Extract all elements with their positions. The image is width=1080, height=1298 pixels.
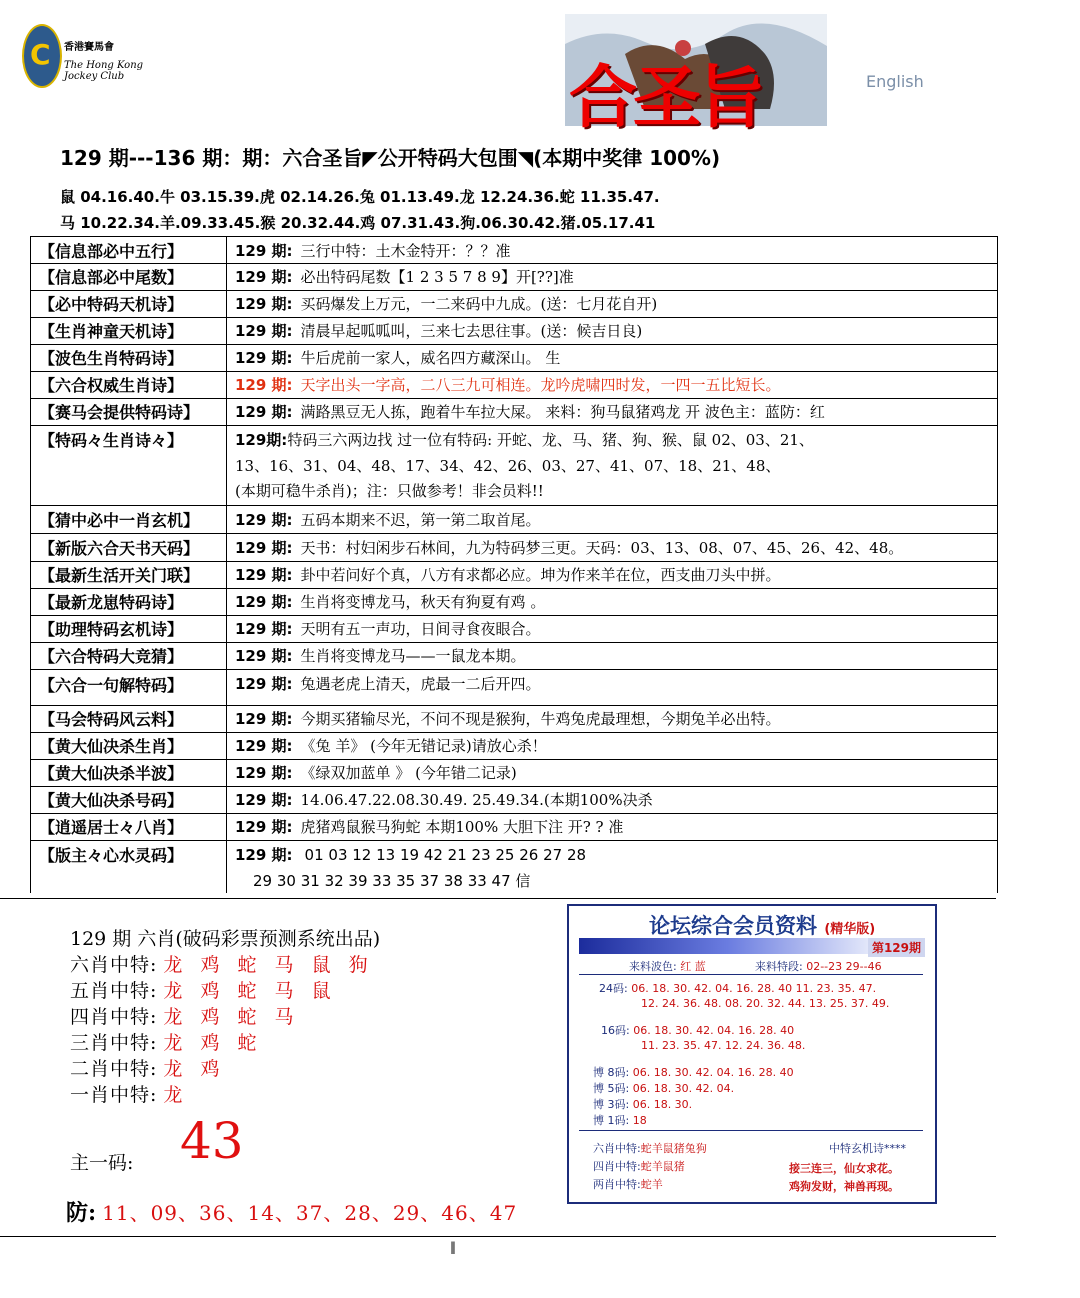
row-label: 【六合权威生肖诗】 xyxy=(31,371,227,398)
row-value xyxy=(235,588,997,615)
row-value xyxy=(235,263,997,290)
page-end-line xyxy=(0,1236,996,1237)
row-period: 129 期: xyxy=(235,349,293,367)
row-text: 满路黑豆无人拣，跑着牛车拉大屎。 来料：狗马鼠猪鸡龙 开 波色主：蓝防：红 xyxy=(300,403,825,421)
fang-line xyxy=(66,1196,517,1227)
six-xiao-heading: 129 期 六肖(破码彩票预测系统出品) xyxy=(70,928,381,950)
row-value xyxy=(235,615,997,642)
table-row xyxy=(31,813,997,841)
xiao-line xyxy=(70,1028,263,1055)
row-text: 《绿双加蓝单 》 (今年错二记录) xyxy=(300,764,517,782)
row-label: 【最新龙崽特码诗】 xyxy=(31,588,227,615)
row-label: 【最新生活开关门联】 xyxy=(31,561,227,588)
row-continuation: 29 30 31 32 39 33 35 37 38 33 47 信 xyxy=(253,872,531,890)
row-value xyxy=(235,371,997,398)
page-headline: 129 期---136 期：期：六合圣旨◤公开特码大包围◥(本期中奖律 100%) xyxy=(60,146,721,170)
card-teduan xyxy=(755,958,882,974)
zodiac-line-2: 马 10.22.34.羊.09.33.45.猴 20.32.44.鸡 07.31.43.狗.06.30.42.猪.05.17.41 xyxy=(60,214,656,232)
teduan-label: 来料特段: xyxy=(755,960,803,973)
table-row xyxy=(31,732,997,760)
m24-a: 06. 18. 30. 42. 04. 16. 28. 40 11. 23. 35. 47. xyxy=(631,982,877,995)
row-text: 14.06.47.22.08.30.49. 25.49.34.(本期100%决杀 xyxy=(300,791,653,809)
jockey-club-logo xyxy=(22,24,172,94)
row-label: 【赛马会提供特码诗】 xyxy=(31,398,227,425)
row-value xyxy=(235,290,997,317)
l4-label: 四肖中特: xyxy=(593,1160,641,1173)
row-period: 129 期: xyxy=(235,593,293,611)
row-text: 三行中特：土木金特开：？？准 xyxy=(300,241,511,260)
card-16ma-2 xyxy=(641,1039,805,1052)
row-period: 129 期: xyxy=(235,322,293,340)
row-label: 【六合一句解特码】 xyxy=(31,669,227,705)
row-value xyxy=(235,429,814,450)
m24-b: 12. 24. 36. 48. 08. 20. 32. 44. 13. 25. 37. 49. xyxy=(641,997,890,1010)
xiao-line xyxy=(70,1080,188,1107)
english-link[interactable]: English xyxy=(866,72,924,91)
l2-label: 两肖中特: xyxy=(593,1178,641,1191)
row-period: 129 期: xyxy=(235,620,293,638)
row-text: 五码本期来不迟，第一第二取首尾。 xyxy=(300,510,541,529)
row-period: 129 期: xyxy=(235,295,293,313)
zodiac-line-1: 鼠 04.16.40.牛 03.15.39.虎 02.14.26.兔 01.13.49.龙 12.24.36.蛇 11.35.47. xyxy=(60,188,660,206)
row-text: 兔遇老虎上清天，虎最一二后开四。 xyxy=(300,675,541,693)
club-badge-icon xyxy=(22,24,62,88)
table-row xyxy=(31,786,997,814)
row-value xyxy=(235,317,997,344)
card-divider xyxy=(579,1130,923,1131)
table-row xyxy=(31,669,997,706)
prediction-table xyxy=(30,236,998,893)
row-label: 【六合特码大竞猜】 xyxy=(31,642,227,669)
end-mark: ‖ xyxy=(450,1240,456,1254)
section-divider xyxy=(0,898,996,899)
m16-a: 06. 18. 30. 42. 04. 16. 28. 40 xyxy=(633,1024,795,1037)
xiao-zodiac: 龙 鸡 蛇 马 xyxy=(163,1006,300,1028)
xiao-label: 三肖中特: xyxy=(70,1032,158,1054)
row-label: 【黄大仙决杀生肖】 xyxy=(31,732,227,759)
l6-label: 六肖中特: xyxy=(593,1142,641,1155)
fang-label: 防: xyxy=(66,1200,97,1226)
card-bo3 xyxy=(593,1096,692,1112)
table-row xyxy=(31,398,997,426)
row-value xyxy=(235,844,586,865)
row-text: 天书：村妇闲步石林间，九为特码梦三更。天码：03、13、08、07、45、26、42、48。 xyxy=(300,538,904,557)
row-value xyxy=(235,759,997,786)
card-bo8 xyxy=(593,1064,794,1080)
l4-value: 蛇羊鼠猪 xyxy=(640,1160,685,1173)
row-text: 天明有五一声功，日间寻食夜眼合。 xyxy=(300,620,541,638)
row-text: 生肖将变博龙马，秋天有狗夏有鸡 。 xyxy=(300,593,546,611)
row-text: 01 03 12 13 19 42 21 23 25 26 27 28 xyxy=(304,846,587,864)
card-poem-2 xyxy=(789,1178,899,1194)
row-period: 129 期: xyxy=(235,268,293,286)
xiao-zodiac: 龙 鸡 蛇 马 鼠 狗 xyxy=(163,954,374,976)
logo-en-text: The Hong Kong Jockey Club xyxy=(64,60,144,82)
row-period: 129 期: xyxy=(235,647,293,665)
row-label: 【特码々生肖诗々】 xyxy=(31,425,227,505)
row-text: 牛后虎前一家人，威名四方藏深山。 生 xyxy=(300,349,561,367)
table-row xyxy=(31,759,997,787)
row-value xyxy=(235,344,997,371)
row-period: 129 期: xyxy=(235,846,293,864)
main-number-label: 主一码: xyxy=(70,1152,134,1174)
row-period: 129 期: xyxy=(235,241,293,260)
b5-value: 06. 18. 30. 42. 04. xyxy=(632,1082,735,1095)
row-period: 129 期: xyxy=(235,710,293,728)
row-text: 特码三六两边找 过一位有特码: 开蛇、龙、马、猪、狗、猴、鼠 02、03、21、 xyxy=(287,431,814,449)
row-period: 129 期: xyxy=(235,403,293,421)
card-title-text: 论坛综合会员资料 xyxy=(649,914,817,938)
table-row xyxy=(31,425,997,506)
m16-b: 11. 23. 35. 47. 12. 24. 36. 48. xyxy=(641,1039,806,1052)
xiao-zodiac: 龙 xyxy=(163,1084,189,1106)
row-label: 【新版六合天书天码】 xyxy=(31,533,227,561)
banner-image xyxy=(565,14,827,138)
table-row xyxy=(31,263,997,291)
banner-title: 合圣旨 xyxy=(569,59,762,138)
b3-label: 博 3码: xyxy=(593,1098,630,1111)
card-title-tag: (精华版) xyxy=(824,922,876,937)
table-row xyxy=(31,642,997,670)
b3-value: 06. 18. 30. xyxy=(632,1098,693,1111)
xiao-line xyxy=(70,1054,225,1081)
table-row xyxy=(31,561,997,589)
xiao-line xyxy=(70,1002,300,1029)
row-period: 129 期: xyxy=(235,538,293,557)
card-24ma xyxy=(599,980,876,996)
card-title-bar xyxy=(579,938,875,954)
table-row xyxy=(31,505,997,534)
logo-cn-text: 香港賽馬會 xyxy=(64,42,114,53)
poem-1: 接三连三，仙女求花。 xyxy=(789,1162,899,1175)
row-text: 生肖将变博龙马——一鼠龙本期。 xyxy=(300,647,526,665)
row-period: 129 期: xyxy=(235,818,293,836)
row-text: 《兔 羊》 (今年无错记录)请放心杀！ xyxy=(300,737,547,755)
poem-2: 鸡狗发财，神兽再现。 xyxy=(789,1180,899,1193)
xiao-line xyxy=(70,950,374,977)
table-row xyxy=(31,344,997,372)
bose-label: 来料波色: xyxy=(629,960,677,973)
b8-value: 06. 18. 30. 42. 04. 16. 28. 40 xyxy=(632,1066,794,1079)
row-text: 买码爆发上万元，一二来码中九成。(送：七月花自开) xyxy=(300,295,658,313)
l6-value: 蛇羊鼠猪兔狗 xyxy=(640,1142,707,1155)
card-liangxiao xyxy=(593,1176,663,1192)
row-period: 129 期: xyxy=(235,791,293,809)
row-value xyxy=(235,533,997,561)
card-poem-1 xyxy=(789,1160,899,1176)
row-label: 【逍遥居士々八肖】 xyxy=(31,813,227,840)
table-row xyxy=(31,533,997,562)
row-text: 清晨早起呱呱叫，三来七去思往事。(送：候吉日良) xyxy=(300,322,643,340)
row-period: 129 期: xyxy=(235,675,293,693)
row-value xyxy=(235,669,997,705)
xiao-label: 四肖中特: xyxy=(70,1006,158,1028)
row-continuation: (本期可稳牛杀肖)；注：只做参考！非会员料!! xyxy=(235,482,544,500)
row-period: 129 期: xyxy=(235,566,293,584)
row-label: 【信息部必中五行】 xyxy=(31,237,227,263)
teduan-value: 02--23 29--46 xyxy=(806,960,882,973)
table-row xyxy=(31,290,997,318)
forum-member-card xyxy=(567,904,937,1204)
table-row xyxy=(31,705,997,733)
row-value xyxy=(235,705,997,732)
card-bose xyxy=(629,958,706,974)
row-value xyxy=(235,398,997,425)
card-title xyxy=(649,910,875,940)
xiao-line xyxy=(70,976,337,1003)
xiao-label: 五肖中特: xyxy=(70,980,158,1002)
m24-label: 24码: xyxy=(599,982,628,995)
row-label: 【生肖神童天机诗】 xyxy=(31,317,227,344)
b1-label: 博 1码: xyxy=(593,1114,630,1127)
row-text: 卦中若问好个真，八方有求都必应。坤为作来羊在位，西支曲刀头中拼。 xyxy=(300,566,781,584)
row-label: 【猜中必中一肖玄机】 xyxy=(31,505,227,533)
bose-value: 红 蓝 xyxy=(680,960,706,973)
b1-value: 18 xyxy=(632,1114,647,1127)
row-value xyxy=(235,561,997,588)
row-value xyxy=(235,642,997,669)
row-label: 【黄大仙决杀半波】 xyxy=(31,759,227,786)
table-row xyxy=(31,588,997,616)
table-row xyxy=(31,615,997,643)
table-row xyxy=(31,371,997,399)
card-divider xyxy=(579,974,923,975)
card-liuxiao xyxy=(593,1140,707,1156)
xiao-zodiac: 龙 鸡 蛇 马 鼠 xyxy=(163,980,337,1002)
row-text: 天字出头一字高，二八三九可相连。龙吟虎啸四时发，一四一五比短长。 xyxy=(300,376,781,394)
main-number: 43 xyxy=(180,1112,244,1170)
xiao-zodiac: 龙 鸡 xyxy=(163,1058,226,1080)
row-continuation: 13、16、31、04、48、17、34、42、26、03、27、41、07、18、21、48、 xyxy=(235,457,781,475)
row-period: 129 期: xyxy=(235,737,293,755)
row-value xyxy=(235,732,997,759)
table-row xyxy=(31,840,997,893)
fang-numbers: 11、09、36、14、37、28、29、46、47 xyxy=(102,1201,518,1225)
b5-label: 博 5码: xyxy=(593,1082,630,1095)
row-value xyxy=(235,786,997,813)
row-label: 【波色生肖特码诗】 xyxy=(31,344,227,371)
card-poem-label: 中特玄机诗**** xyxy=(829,1142,906,1155)
row-period: 129 期: xyxy=(235,764,293,782)
row-period: 129 期: xyxy=(235,376,293,394)
card-sixiao xyxy=(593,1158,685,1174)
b8-label: 博 8码: xyxy=(593,1066,630,1079)
l2-value: 蛇羊 xyxy=(640,1178,663,1191)
card-issue: 第129期 xyxy=(868,938,925,957)
row-label: 【黄大仙决杀号码】 xyxy=(31,786,227,813)
row-value xyxy=(235,505,997,533)
row-period: 129期: xyxy=(235,431,288,449)
row-value xyxy=(235,813,997,840)
row-label: 【必中特码天机诗】 xyxy=(31,290,227,317)
row-text: 今期买猪输尽光，不问不现是猴狗，牛鸡兔虎最理想，今期兔羊必出特。 xyxy=(300,710,781,728)
row-text: 必出特码尾数【1 2 3 5 7 8 9】开[??]准 xyxy=(300,268,574,286)
card-bo5 xyxy=(593,1080,734,1096)
xiao-label: 一肖中特: xyxy=(70,1084,158,1106)
xiao-zodiac: 龙 鸡 蛇 xyxy=(163,1032,263,1054)
row-text: 虎猪鸡鼠猴马狗蛇 本期100% 大胆下注 开? ? 准 xyxy=(300,818,624,836)
row-label: 【信息部必中尾数】 xyxy=(31,263,227,290)
row-label: 【马会特码风云料】 xyxy=(31,705,227,732)
card-bo1 xyxy=(593,1112,647,1128)
row-label: 【版主々心水灵码】 xyxy=(31,840,227,893)
row-value xyxy=(235,237,997,263)
xiao-label: 六肖中特: xyxy=(70,954,158,976)
card-16ma xyxy=(601,1022,794,1038)
row-period: 129 期: xyxy=(235,510,293,529)
table-row xyxy=(31,237,997,264)
table-row xyxy=(31,317,997,345)
row-label: 【助理特码玄机诗】 xyxy=(31,615,227,642)
card-24ma-2 xyxy=(641,997,889,1010)
xiao-label: 二肖中特: xyxy=(70,1058,158,1080)
m16-label: 16码: xyxy=(601,1024,630,1037)
